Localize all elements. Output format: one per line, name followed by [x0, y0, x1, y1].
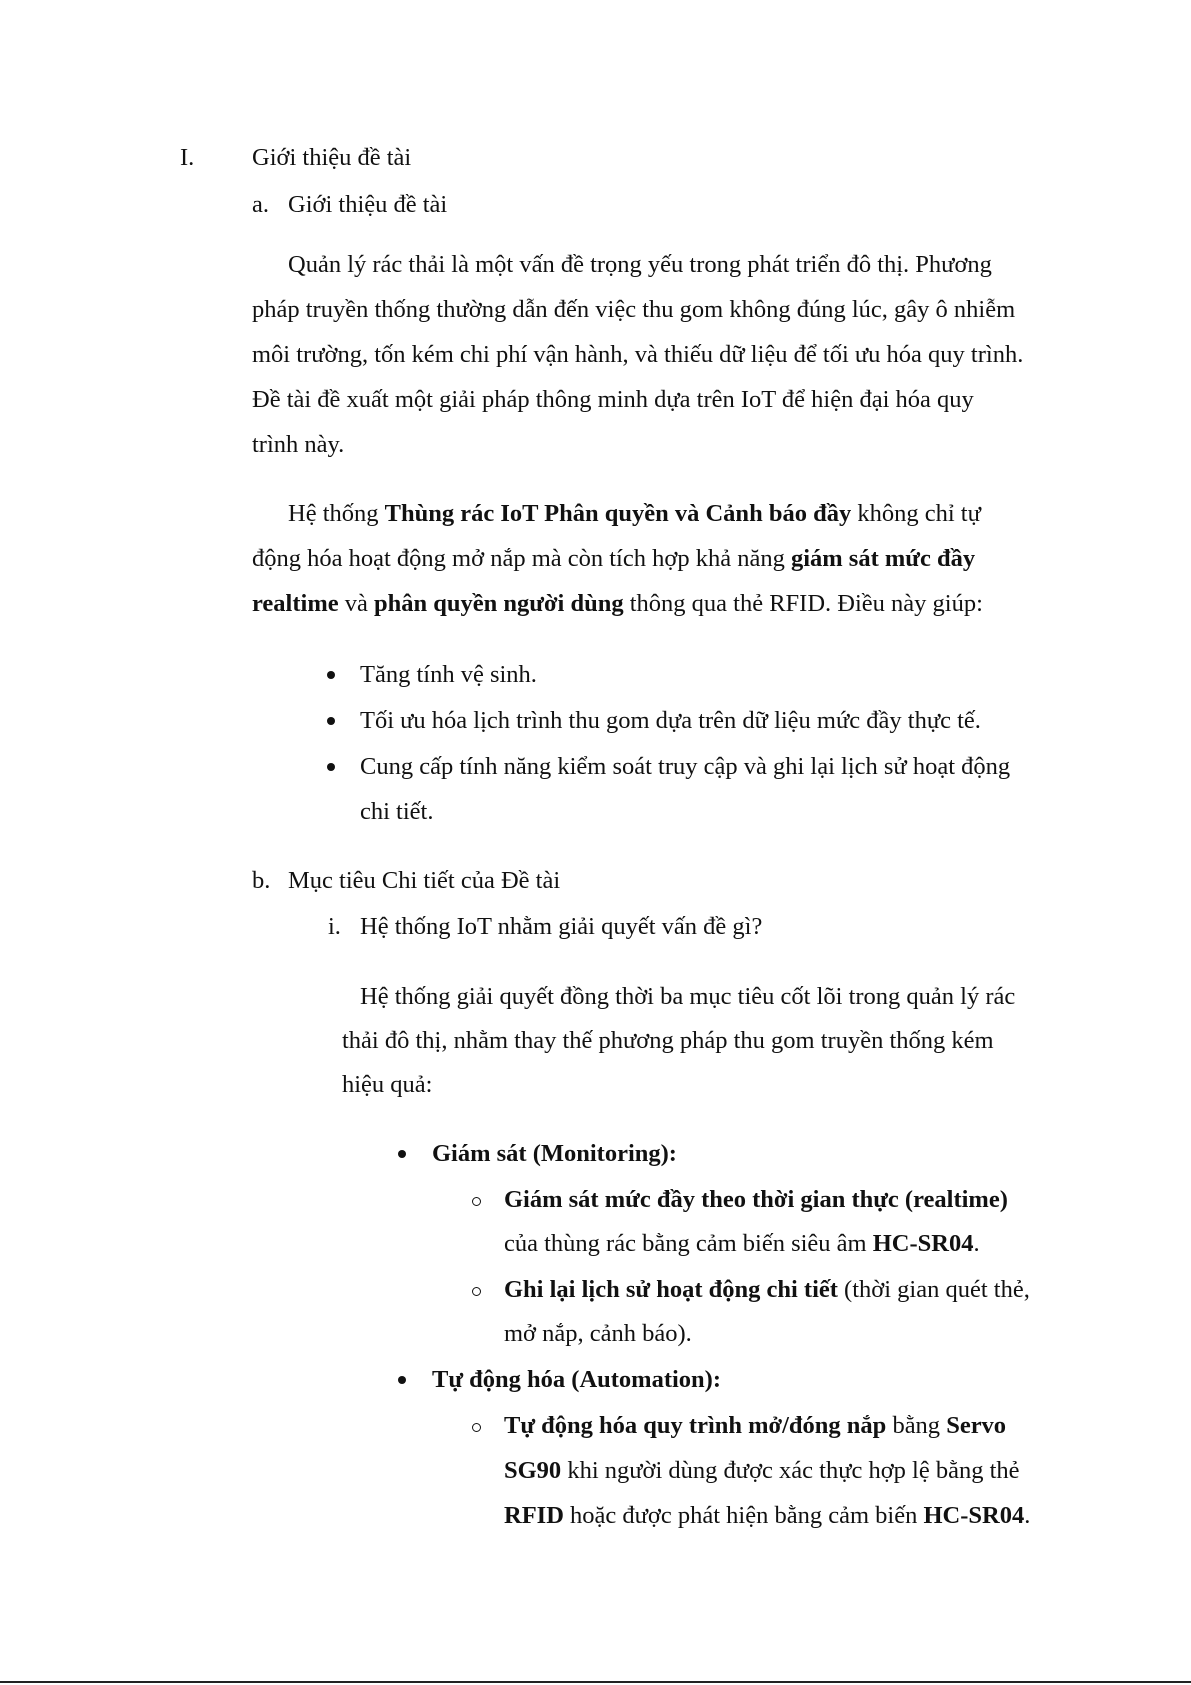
- paragraph-line: Hệ thống giải quyết đồng thời ba mục tiêu cốt lõi trong quản lý rác: [360, 983, 1016, 1010]
- section-number: I.: [180, 144, 195, 171]
- circle-bullet-icon: [472, 1287, 481, 1296]
- list-item: Giám sát mức đầy theo thời gian thực (realtime): [504, 1186, 1008, 1213]
- paragraph-line: môi trường, tốn kém chi phí vận hành, và thiếu dữ liệu để tối ưu hóa quy trình.: [252, 341, 1024, 368]
- bullet-icon: [398, 1376, 406, 1384]
- paragraph-line: thải đô thị, nhằm thay thế phương pháp thu gom truyền thống kém: [342, 1027, 994, 1054]
- list-item: Cung cấp tính năng kiểm soát truy cập và ghi lại lịch sử hoạt động: [360, 753, 1011, 780]
- section-title: Giới thiệu đề tài: [252, 144, 412, 171]
- paragraph-line: realtime và phân quyền người dùng thông qua thẻ RFID. Điều này giúp:: [252, 590, 983, 617]
- automation-title: Tự động hóa (Automation):: [432, 1366, 721, 1393]
- monitoring-title: Giám sát (Monitoring):: [432, 1140, 677, 1167]
- bullet-icon: [327, 763, 335, 771]
- list-item: Tự động hóa quy trình mở/đóng nắp bằng Servo: [504, 1412, 1007, 1439]
- list-item: của thùng rác bằng cảm biến siêu âm HC-SR04.: [504, 1230, 980, 1257]
- subsection-i-label: i.: [328, 913, 341, 940]
- list-item: Ghi lại lịch sử hoạt động chi tiết (thời gian quét thẻ,: [504, 1276, 1030, 1303]
- page-bottom-rule: [0, 1681, 1191, 1683]
- subsection-i-title: Hệ thống IoT nhằm giải quyết vấn đề gì?: [360, 913, 763, 940]
- paragraph-line: trình này.: [252, 431, 345, 458]
- paragraph-line: động hóa hoạt động mở nắp mà còn tích hợp khả năng giám sát mức đầy: [252, 545, 976, 572]
- list-item: Tăng tính vệ sinh.: [360, 661, 537, 688]
- list-item: Tối ưu hóa lịch trình thu gom dựa trên dữ liệu mức đầy thực tế.: [360, 707, 981, 734]
- subsection-b-label: b.: [252, 867, 271, 894]
- list-item: SG90 khi người dùng được xác thực hợp lệ bằng thẻ: [504, 1457, 1020, 1484]
- list-item: mở nắp, cảnh báo).: [504, 1320, 692, 1347]
- subsection-a-label: a.: [252, 191, 269, 218]
- circle-bullet-icon: [472, 1197, 481, 1206]
- bullet-icon: [398, 1150, 406, 1158]
- subsection-b-title: Mục tiêu Chi tiết của Đề tài: [288, 867, 561, 894]
- subsection-a-title: Giới thiệu đề tài: [288, 191, 448, 218]
- paragraph-line: pháp truyền thống thường dẫn đến việc thu gom không đúng lúc, gây ô nhiễm: [252, 296, 1016, 323]
- circle-bullet-icon: [472, 1423, 481, 1432]
- list-item: chi tiết.: [360, 798, 434, 825]
- paragraph-line: Hệ thống Thùng rác IoT Phân quyền và Cảnh báo đầy không chỉ tự: [288, 500, 981, 527]
- paragraph-line: hiệu quả:: [342, 1071, 433, 1098]
- bullet-icon: [327, 671, 335, 679]
- paragraph-line: Quản lý rác thải là một vấn đề trọng yếu trong phát triển đô thị. Phương: [288, 251, 992, 278]
- paragraph-line: Đề tài đề xuất một giải pháp thông minh dựa trên IoT để hiện đại hóa quy: [252, 386, 974, 413]
- list-item: RFID hoặc được phát hiện bằng cảm biến HC-SR04.: [504, 1502, 1031, 1529]
- bullet-icon: [327, 717, 335, 725]
